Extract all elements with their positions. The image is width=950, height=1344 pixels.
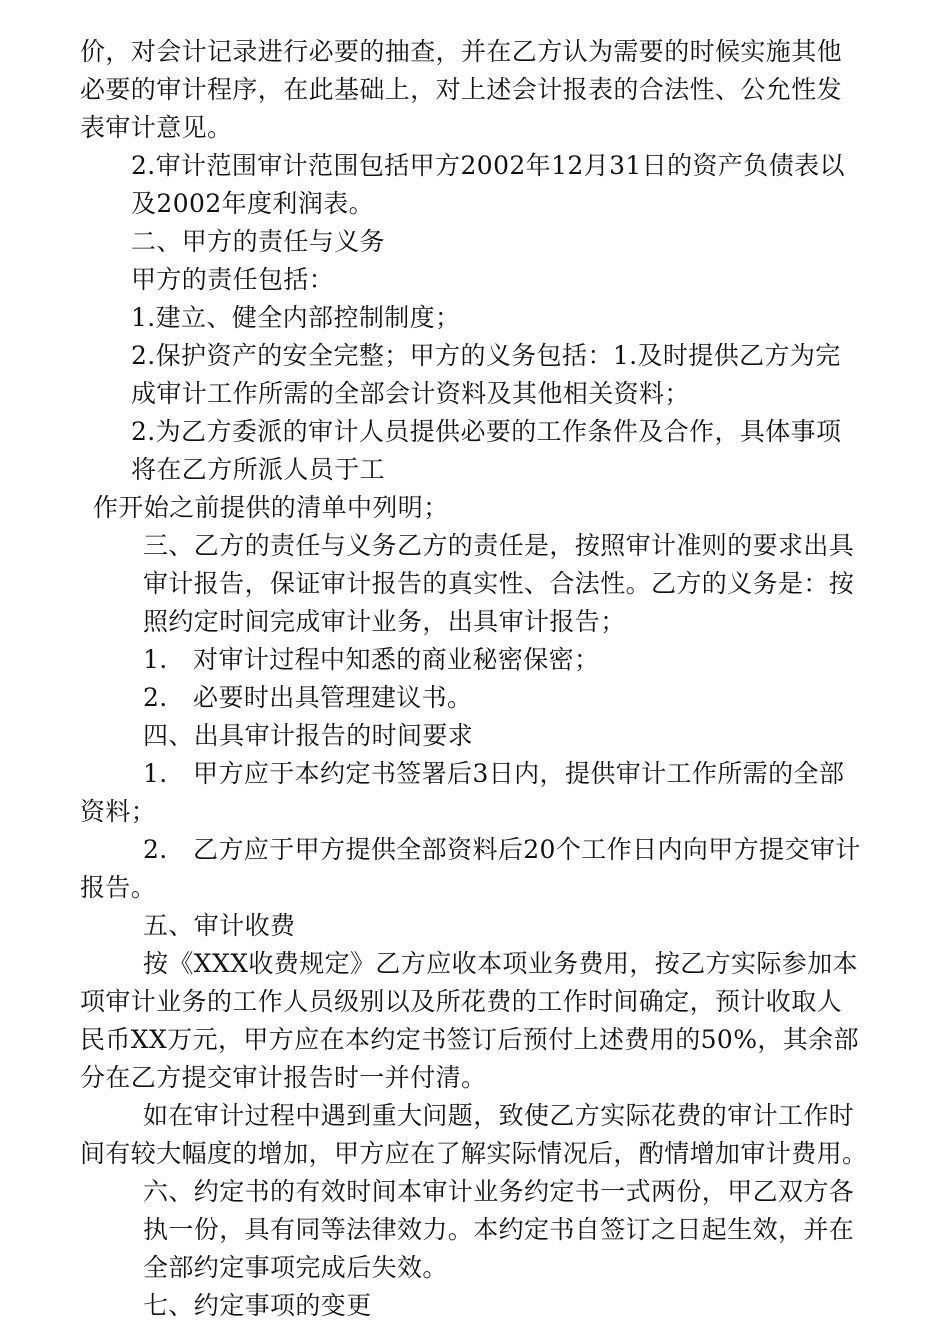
text-line: 报告。 [80,873,157,902]
text-line: 照约定时间完成审计业务，出具审计报告； [143,607,626,636]
text-line: 分在乙方提交审计报告时一并付清。 [80,1063,487,1092]
text-line: 及2002年度利润表。 [131,189,375,218]
text-line: 价，对会计记录进行必要的抽查，并在乙方认为需要的时候实施其他 [80,37,843,66]
list-item: 2. 必要时出具管理建议书。 [143,683,473,712]
text-line: 民币XX万元，甲方应在本约定书签订后预付上述费用的50%，其余部 [80,1025,859,1054]
section-heading: 四、出具审计报告的时间要求 [143,721,474,750]
text-line: 项审计业务的工作人员级别以及所花费的工作时间确定，预计收取人 [80,987,843,1016]
list-item: 1. 甲方应于本约定书签署后3日内，提供审计工作所需的全部 [143,759,845,788]
list-item: 2.保护资产的安全完整；甲方的义务包括：1.及时提供乙方为完 [131,341,841,370]
list-item: 2. 乙方应于甲方提供全部资料后20个工作日内向甲方提交审计 [143,835,861,864]
section-heading: 五、审计收费 [143,911,296,940]
section-heading: 二、甲方的责任与义务 [131,227,386,256]
text-line: 间有较大幅度的增加，甲方应在了解实际情况后，酌情增加审计费用。 [80,1139,868,1168]
list-item: 2.为乙方委派的审计人员提供必要的工作条件及合作，具体事项 [131,417,842,446]
section-heading: 六、约定书的有效时间本审计业务约定书一式两份，甲乙双方各 [143,1177,855,1206]
section-heading: 七、约定事项的变更 [143,1291,372,1320]
text-line: 2.审计范围审计范围包括甲方2002年12月31日的资产负债表以 [131,151,845,180]
text-line: 审计报告，保证审计报告的真实性、合法性。乙方的义务是：按 [143,569,855,598]
text-line: 资料； [80,797,157,826]
text-line: 作开始之前提供的清单中列明； [93,493,449,522]
text-line: 将在乙方所派人员于工 [131,455,386,484]
text-line: 甲方的责任包括： [131,265,335,294]
list-item: 1. 对审计过程中知悉的商业秘密保密； [143,645,600,674]
list-item: 1.建立、健全内部控制制度； [131,303,461,332]
text-line: 如在审计过程中遇到重大问题，致使乙方实际花费的审计工作时 [143,1101,855,1130]
section-heading: 三、乙方的责任与义务乙方的责任是，按照审计准则的要求出具 [143,531,855,560]
text-line: 执一份，具有同等法律效力。本约定书自签订之日起生效，并在 [143,1215,855,1244]
text-line: 成审计工作所需的全部会计资料及其他相关资料； [131,379,690,408]
text-line: 按《XXX收费规定》乙方应收本项业务费用，按乙方实际参加本 [143,949,858,978]
text-line: 必要的审计程序，在此基础上，对上述会计报表的合法性、公允性发 [80,75,843,104]
text-line: 全部约定事项完成后失效。 [143,1253,448,1282]
text-line: 表审计意见。 [80,113,233,142]
